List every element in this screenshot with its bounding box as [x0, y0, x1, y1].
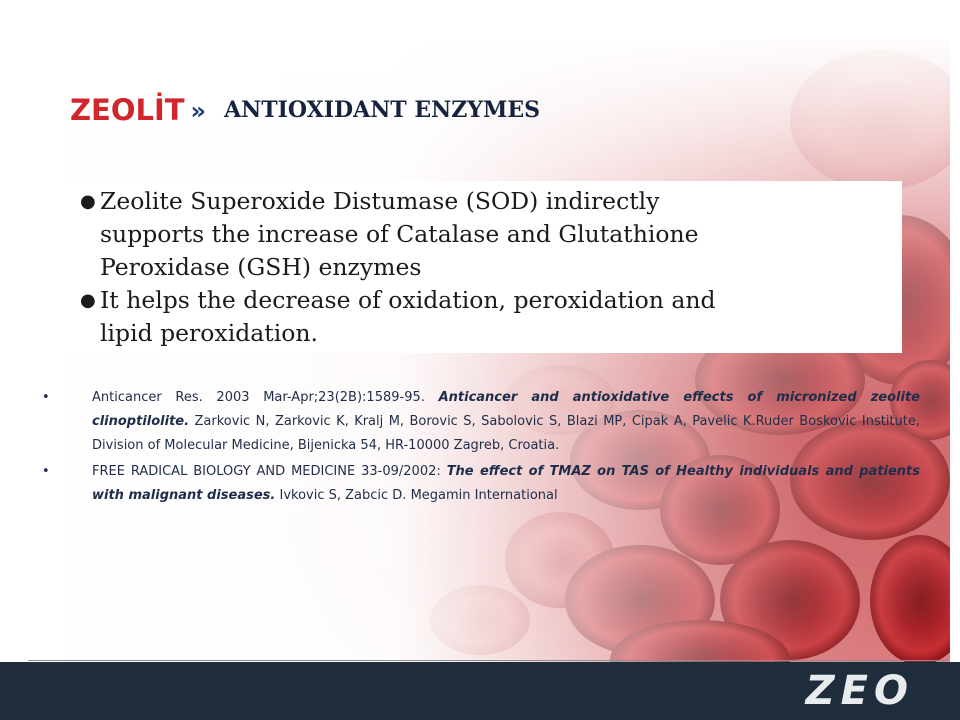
reference-source: Anticancer Res. 2003 Mar-Apr;23(2B):1589-95. — [92, 390, 425, 405]
bullet-icon: ● — [80, 290, 96, 311]
footer-logo: ZEO — [805, 668, 914, 714]
brand-logo: ZEOLİT — [70, 93, 185, 127]
main-bullet-list — [78, 185, 838, 350]
footer-bar — [0, 662, 960, 720]
bullet-line: Zeolite Superoxide Distumase (SOD) indirectly — [100, 187, 660, 215]
bullet-line: lipid peroxidation. — [100, 319, 318, 347]
bullet-icon: • — [42, 390, 50, 405]
footer-divider — [28, 660, 948, 661]
bullet-icon: ● — [80, 191, 96, 212]
reference-authors: Ivkovic S, Zabcic D. Megamin International — [279, 488, 558, 503]
reference-item-2 — [40, 460, 920, 508]
reference-title: Anticancer and antioxidative effects of micronized zeolite clinoptilolite. — [92, 390, 920, 429]
bullet-line: supports the increase of Catalase and Glutathione — [100, 220, 699, 248]
reference-authors: Zarkovic N, Zarkovic K, Kralj M, Borovic S, Sabolovic S, Blazi MP, Cipak A, Pavelic K.Ruder Boskovic Institute, Division of Molecular Medicine, Bijenicka 54, HR-10000 Zagreb, Croatia. — [92, 414, 920, 453]
reference-source: FREE RADICAL BIOLOGY AND MEDICINE 33-09/2002: — [92, 464, 441, 479]
main-bullet-box — [64, 181, 902, 353]
reference-item-1 — [40, 386, 920, 458]
main-bullet-1 — [78, 185, 838, 284]
bullet-line: It helps the decrease of oxidation, peroxidation and — [100, 286, 716, 314]
reference-title: The effect of TMAZ on TAS of Healthy individuals and patients with malignant diseases. — [92, 464, 921, 503]
bullet-line: Peroxidase (GSH) enzymes — [100, 253, 422, 281]
main-bullet-2 — [78, 284, 838, 350]
double-chevron-icon: » — [190, 97, 207, 125]
references-list — [40, 386, 920, 510]
page-title: ANTIOXIDANT ENZYMES — [224, 97, 540, 123]
slide-header — [70, 90, 540, 130]
bullet-icon: • — [42, 464, 50, 479]
